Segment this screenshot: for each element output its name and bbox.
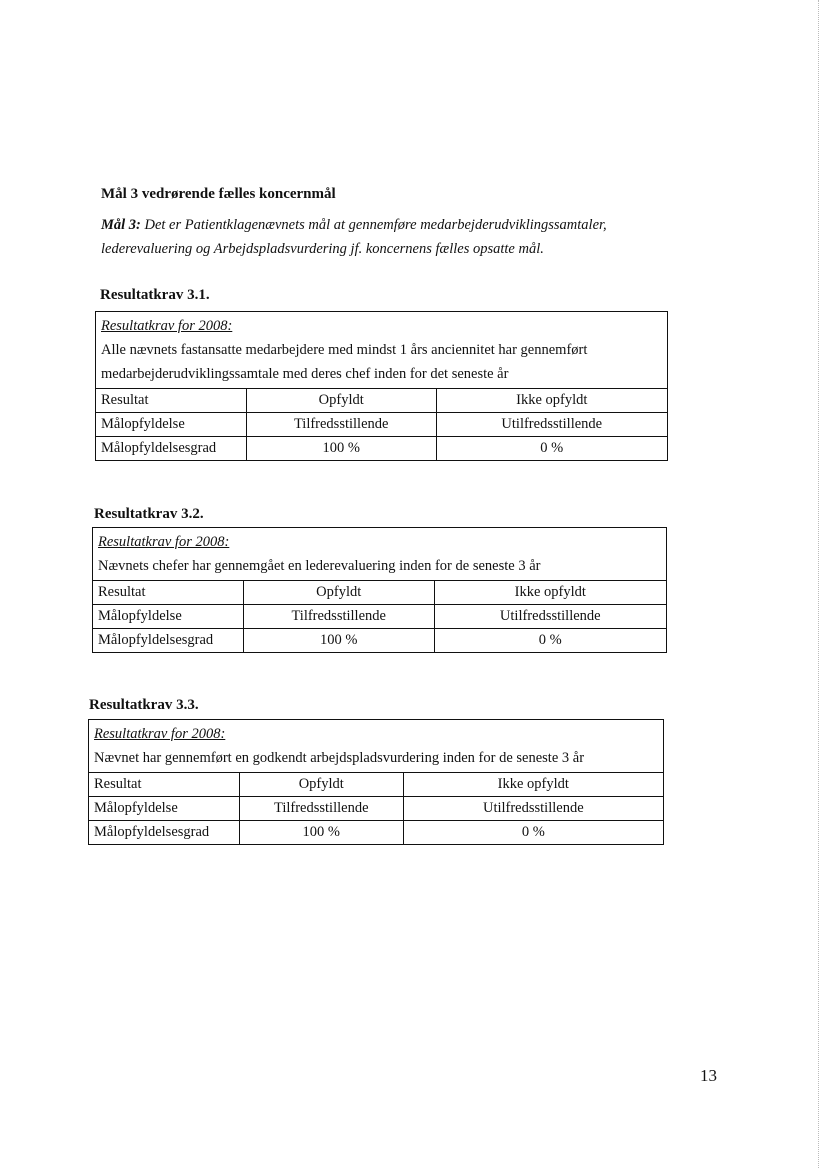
table-cell: Opfyldt [243, 581, 434, 605]
requirement-description-cell [93, 528, 667, 581]
requirement-title: Resultatkrav 3.3. [89, 697, 199, 713]
goal-paragraph [101, 213, 681, 261]
table-cell: Ikke opfyldt [434, 581, 666, 605]
table-row [93, 629, 667, 653]
table-cell: 100 % [246, 437, 436, 461]
table-cell: Opfyldt [246, 389, 436, 413]
requirement-description: Nævnets chefer har gennemgået en lederevaluering inden for de seneste 3 år [98, 558, 541, 574]
table-row [96, 413, 668, 437]
table-row [89, 797, 664, 821]
requirement-description-cell [89, 720, 664, 773]
table-cell: Tilfredsstillende [243, 605, 434, 629]
requirement-table [95, 311, 668, 461]
table-cell: Målopfyldelse [96, 413, 247, 437]
table-cell: Resultat [96, 389, 247, 413]
table-row [93, 581, 667, 605]
table-cell: Målopfyldelse [89, 797, 240, 821]
table-cell: Utilfredsstillende [436, 413, 667, 437]
page-number: 13 [700, 1066, 717, 1085]
table-cell: 0 % [403, 821, 663, 845]
table-cell: Tilfredsstillende [239, 797, 403, 821]
table-cell: Opfyldt [239, 773, 403, 797]
requirement-title: Resultatkrav 3.2. [94, 506, 204, 522]
table-row [96, 437, 668, 461]
page-edge-line [818, 0, 819, 1168]
table-cell: Ikke opfyldt [436, 389, 667, 413]
goal-label: Mål 3: [101, 217, 141, 233]
section-heading: Mål 3 vedrørende fælles koncernmål [101, 186, 336, 202]
requirement-description: Alle nævnets fastansatte medarbejdere med mindst 1 års anciennitet har gennemført medarbejderudviklingssamtale med deres chef inden for det seneste år [101, 342, 588, 382]
table-cell: Utilfredsstillende [434, 605, 666, 629]
requirement-caption: Resultatkrav for 2008: [94, 726, 226, 742]
table-row [89, 773, 664, 797]
table-cell: Resultat [93, 581, 244, 605]
table-cell: Utilfredsstillende [403, 797, 663, 821]
table-cell: 0 % [434, 629, 666, 653]
table-cell: Resultat [89, 773, 240, 797]
table-cell: Målopfyldelse [93, 605, 244, 629]
table-cell: 100 % [243, 629, 434, 653]
goal-text: Det er Patientklagenævnets mål at gennemføre medarbejderudviklingssamtaler, lederevaluering og Arbejdspladsvurdering jf. koncernens fælles opsatte mål. [101, 217, 607, 257]
requirement-table [92, 527, 667, 653]
table-cell: Målopfyldelsesgrad [96, 437, 247, 461]
requirement-table [88, 719, 664, 845]
table-row [93, 605, 667, 629]
table-cell: 0 % [436, 437, 667, 461]
table-row [89, 821, 664, 845]
requirement-caption: Resultatkrav for 2008: [101, 318, 233, 334]
table-cell: Ikke opfyldt [403, 773, 663, 797]
table-cell: Målopfyldelsesgrad [93, 629, 244, 653]
table-cell: 100 % [239, 821, 403, 845]
requirement-description: Nævnet har gennemført en godkendt arbejdspladsvurdering inden for de seneste 3 år [94, 750, 585, 766]
requirement-description-cell [96, 312, 668, 389]
table-row [96, 389, 668, 413]
requirement-caption: Resultatkrav for 2008: [98, 534, 230, 550]
table-cell: Målopfyldelsesgrad [89, 821, 240, 845]
table-cell: Tilfredsstillende [246, 413, 436, 437]
requirement-title: Resultatkrav 3.1. [100, 287, 210, 303]
